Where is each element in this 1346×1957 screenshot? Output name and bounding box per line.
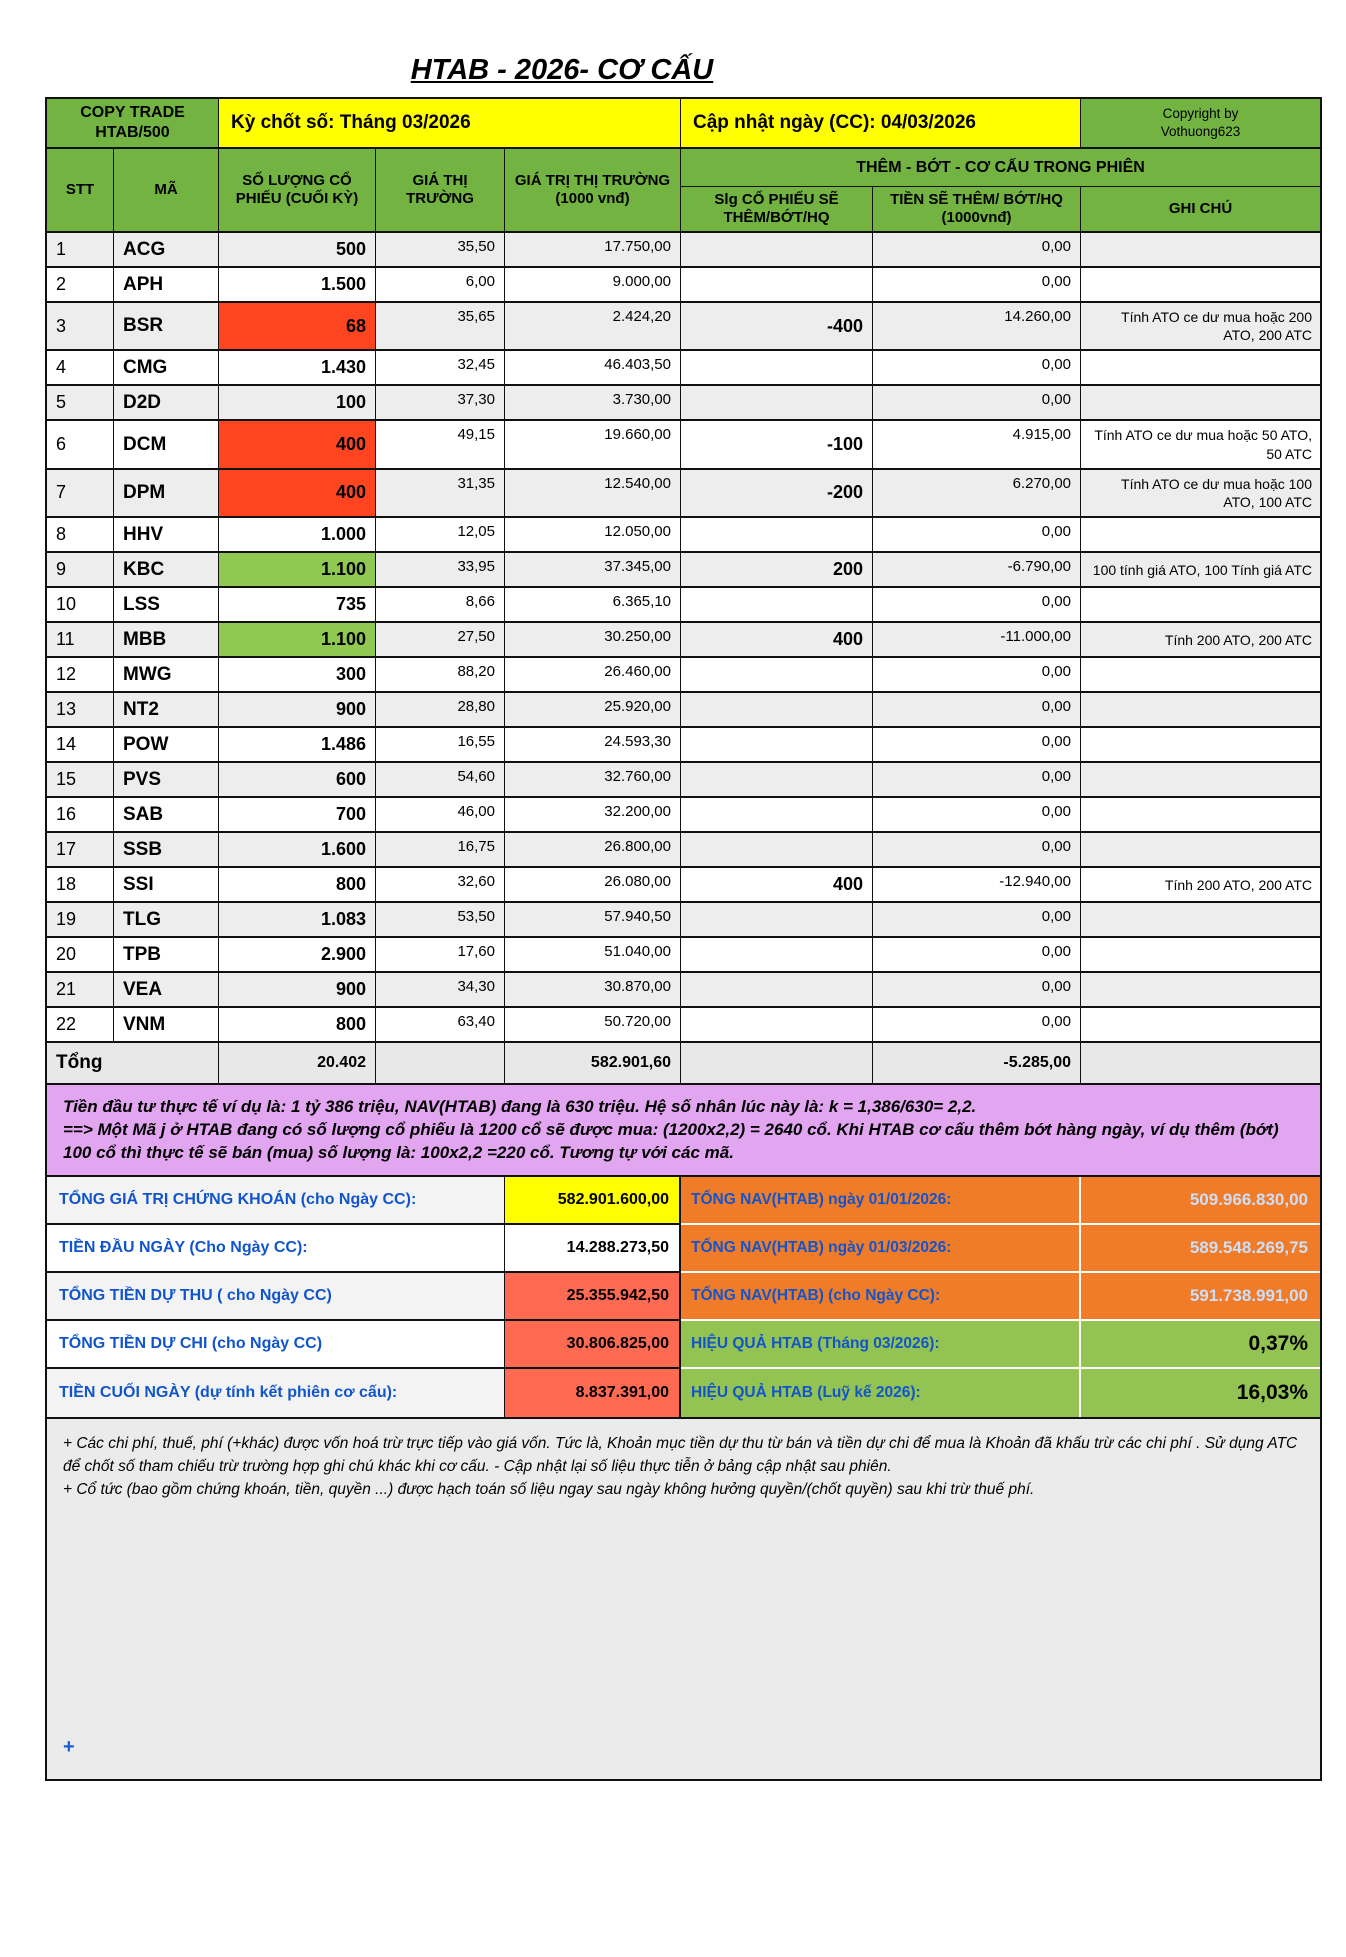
cell-ma: HHV	[114, 518, 219, 551]
cell-stt: 19	[47, 903, 114, 936]
cell-price: 54,60	[376, 763, 505, 796]
cell-slg	[681, 268, 873, 301]
multiplier-note-box	[47, 1085, 1320, 1177]
cell-slg	[681, 938, 873, 971]
cell-stt: 21	[47, 973, 114, 1006]
cell-slg: 400	[681, 868, 873, 901]
stock-row-APH	[47, 268, 1320, 303]
cell-qty: 1.500	[219, 268, 376, 301]
expand-plus-button[interactable]: +	[63, 1735, 75, 1758]
total-price	[376, 1043, 505, 1083]
stock-row-SSI	[47, 868, 1320, 903]
cell-price: 31,35	[376, 470, 505, 516]
portfolio-sheet	[45, 97, 1322, 1781]
cell-ma: NT2	[114, 693, 219, 726]
cell-slg: -200	[681, 470, 873, 516]
cell-tien: 0,00	[873, 233, 1081, 266]
cell-price: 88,20	[376, 658, 505, 691]
stock-row-VNM	[47, 1008, 1320, 1043]
cell-value: 30.870,00	[505, 973, 681, 1006]
cell-ma: SSI	[114, 868, 219, 901]
cell-slg	[681, 833, 873, 866]
update-date-cell: Cập nhật ngày (CC): 04/03/2026	[681, 99, 1081, 147]
cell-qty: 1.100	[219, 553, 376, 586]
cell-note	[1081, 903, 1320, 936]
cell-slg	[681, 658, 873, 691]
summary-right-value: 0,37%	[1081, 1319, 1320, 1367]
cell-note	[1081, 1008, 1320, 1041]
cell-note	[1081, 798, 1320, 831]
cell-slg	[681, 1008, 873, 1041]
stock-row-KBC	[47, 553, 1320, 588]
stock-row-PVS	[47, 763, 1320, 798]
cell-ma: DCM	[114, 421, 219, 467]
footer-note-2: + Cổ tức (bao gồm chứng khoán, tiền, quyền ...) được hạch toán số liệu ngay sau ngày không hưởng quyền/(chốt quyền) sau khi trừ thuế phí.	[63, 1481, 1035, 1499]
cell-value: 9.000,00	[505, 268, 681, 301]
summary-label: TIỀN ĐẦU NGÀY (Cho Ngày CC):	[47, 1225, 505, 1271]
stock-row-SSB	[47, 833, 1320, 868]
cell-ma: TPB	[114, 938, 219, 971]
cell-stt: 15	[47, 763, 114, 796]
stock-row-D2D	[47, 386, 1320, 421]
copyright-cell	[1081, 99, 1320, 147]
cell-slg: -100	[681, 421, 873, 467]
cell-value: 24.593,30	[505, 728, 681, 761]
cell-stt: 6	[47, 421, 114, 467]
cell-slg: 400	[681, 623, 873, 656]
summary-row-1	[47, 1177, 1320, 1225]
cell-qty: 400	[219, 421, 376, 467]
cell-note	[1081, 351, 1320, 384]
total-label: Tổng	[47, 1043, 219, 1083]
cell-price: 27,50	[376, 623, 505, 656]
cell-slg	[681, 973, 873, 1006]
cell-price: 28,80	[376, 693, 505, 726]
cell-tien: 6.270,00	[873, 470, 1081, 516]
cell-tien: 0,00	[873, 588, 1081, 621]
cell-tien: -6.790,00	[873, 553, 1081, 586]
column-header-row	[47, 149, 1320, 233]
cell-price: 6,00	[376, 268, 505, 301]
col-header-tien: TIỀN SẼ THÊM/ BỚT/HQ (1000vnđ)	[873, 187, 1081, 231]
summary-right-value: 16,03%	[1081, 1367, 1320, 1417]
cell-qty: 1.486	[219, 728, 376, 761]
stock-row-MWG	[47, 658, 1320, 693]
cell-price: 35,50	[376, 233, 505, 266]
cell-value: 3.730,00	[505, 386, 681, 419]
cell-stt: 20	[47, 938, 114, 971]
cell-stt: 1	[47, 233, 114, 266]
footer-note-1: + Các chi phí, thuế, phí (+khác) được vốn hoá trừ trực tiếp vào giá vốn. Tức là, Khoản mục tiền dự thu từ bán và tiền dự chi để mua là Khoản đã khấu trừ các chi phí . Sử dụng ATC để chốt số tham chiếu trừ trường hợp ghi chú khác khi cơ cấu. - Cập nhật lại số liệu thực tiễn ở bảng cập nhật sau phiên.	[63, 1434, 1298, 1476]
cell-value: 6.365,10	[505, 588, 681, 621]
summary-value: 14.288.273,50	[505, 1225, 681, 1271]
cell-tien: -12.940,00	[873, 868, 1081, 901]
cell-tien: 0,00	[873, 658, 1081, 691]
cell-qty: 1.600	[219, 833, 376, 866]
cell-slg	[681, 763, 873, 796]
summary-value: 30.806.825,00	[505, 1321, 681, 1367]
cell-note	[1081, 233, 1320, 266]
total-qty: 20.402	[219, 1043, 376, 1083]
summary-row-3	[47, 1273, 1320, 1321]
copy-trade-line2: HTAB/500	[95, 124, 170, 141]
cell-tien: 0,00	[873, 728, 1081, 761]
cell-stt: 4	[47, 351, 114, 384]
cell-qty: 500	[219, 233, 376, 266]
cell-qty: 900	[219, 973, 376, 1006]
col-header-note: GHI CHÚ	[1168, 200, 1233, 217]
cell-qty: 735	[219, 588, 376, 621]
cell-value: 37.345,00	[505, 553, 681, 586]
cell-price: 32,45	[376, 351, 505, 384]
cell-price: 8,66	[376, 588, 505, 621]
cell-value: 51.040,00	[505, 938, 681, 971]
summary-row-4	[47, 1321, 1320, 1369]
cell-price: 35,65	[376, 303, 505, 349]
summary-row-2	[47, 1225, 1320, 1273]
cell-tien: 4.915,00	[873, 421, 1081, 467]
cell-note: Tính 200 ATO, 200 ATC	[1164, 631, 1312, 648]
cell-qty: 1.100	[219, 623, 376, 656]
copyright-line1: Copyright by	[1162, 106, 1239, 122]
stock-row-HHV	[47, 518, 1320, 553]
col-header-group: THÊM - BỚT - CƠ CẤU TRONG PHIÊN	[681, 149, 1320, 187]
stock-row-VEA	[47, 973, 1320, 1008]
cell-slg	[681, 693, 873, 726]
cell-value: 26.460,00	[505, 658, 681, 691]
cell-price: 17,60	[376, 938, 505, 971]
cell-ma: VNM	[114, 1008, 219, 1041]
cell-slg	[681, 233, 873, 266]
cell-stt: 16	[47, 798, 114, 831]
cell-stt: 9	[47, 553, 114, 586]
cell-qty: 400	[219, 470, 376, 516]
cell-slg: -400	[681, 303, 873, 349]
cell-stt: 3	[47, 303, 114, 349]
cell-ma: MBB	[114, 623, 219, 656]
cell-note	[1081, 763, 1320, 796]
cell-tien: 0,00	[873, 763, 1081, 796]
cell-slg	[681, 518, 873, 551]
cell-price: 16,75	[376, 833, 505, 866]
stock-row-ACG	[47, 233, 1320, 268]
cell-note	[1081, 658, 1320, 691]
cell-value: 17.750,00	[505, 233, 681, 266]
cell-value: 57.940,50	[505, 903, 681, 936]
copyright-line2: Vothuong623	[1160, 124, 1241, 139]
page-title: HTAB - 2026- CƠ CẤU	[410, 54, 714, 86]
summary-label: TIỀN CUỐI NGÀY (dự tính kết phiên cơ cấu):	[47, 1369, 505, 1417]
info-band	[47, 99, 1320, 149]
cell-tien: 0,00	[873, 833, 1081, 866]
stock-row-BSR	[47, 303, 1320, 351]
cell-price: 53,50	[376, 903, 505, 936]
cell-qty: 2.900	[219, 938, 376, 971]
summary-right-label: TỔNG NAV(HTAB) ngày 01/03/2026:	[681, 1223, 1081, 1271]
cell-stt: 2	[47, 268, 114, 301]
cell-note	[1081, 518, 1320, 551]
stock-row-MBB	[47, 623, 1320, 658]
cell-note	[1081, 693, 1320, 726]
cell-qty: 900	[219, 693, 376, 726]
cell-value: 32.200,00	[505, 798, 681, 831]
cell-ma: DPM	[114, 470, 219, 516]
total-note	[1081, 1043, 1320, 1083]
cell-tien: 0,00	[873, 386, 1081, 419]
cell-tien: 0,00	[873, 798, 1081, 831]
note-paragraph-1: Tiền đầu tư thực tế ví dụ là: 1 tỷ 386 triệu, NAV(HTAB) đang là 630 triệu. Hệ số nhân lúc này là: k = 1,386/630= 2,2.	[63, 1097, 977, 1117]
cell-ma: ACG	[114, 233, 219, 266]
cell-ma: BSR	[114, 303, 219, 349]
total-value: 582.901,60	[505, 1043, 681, 1083]
cell-price: 32,60	[376, 868, 505, 901]
cell-value: 26.080,00	[505, 868, 681, 901]
cell-price: 37,30	[376, 386, 505, 419]
summary-right-label: TỔNG NAV(HTAB) ngày 01/01/2026:	[681, 1177, 1081, 1223]
cell-price: 16,55	[376, 728, 505, 761]
stock-row-NT2	[47, 693, 1320, 728]
cell-price: 46,00	[376, 798, 505, 831]
summary-row-5	[47, 1369, 1320, 1417]
cell-note	[1081, 728, 1320, 761]
stock-row-TLG	[47, 903, 1320, 938]
summary-value: 582.901.600,00	[505, 1177, 681, 1223]
stock-row-DPM	[47, 470, 1320, 518]
cell-ma: APH	[114, 268, 219, 301]
cell-value: 12.540,00	[505, 470, 681, 516]
cell-tien: 0,00	[873, 1008, 1081, 1041]
cell-qty: 68	[219, 303, 376, 349]
copy-trade-line1: COPY TRADE	[80, 104, 185, 121]
stock-row-CMG	[47, 351, 1320, 386]
note-paragraph-2: ==> Một Mã j ở HTAB đang có số lượng cổ phiếu là 1200 cổ sẽ được mua: (1200x2,2) = 2640 cổ. Khi HTAB cơ cấu thêm bớt hàng ngày, ví dụ thêm (bớt) 100 cổ thì thực tế sẽ bán (mua) số lượng là: 100x2,2 =220 cổ. Tương tự với các mã.	[63, 1120, 1279, 1162]
cell-ma: SSB	[114, 833, 219, 866]
cell-tien: 0,00	[873, 903, 1081, 936]
cell-value: 26.800,00	[505, 833, 681, 866]
stock-row-LSS	[47, 588, 1320, 623]
cell-qty: 100	[219, 386, 376, 419]
cell-qty: 600	[219, 763, 376, 796]
cell-tien: 0,00	[873, 938, 1081, 971]
summary-value: 25.355.942,50	[505, 1273, 681, 1319]
cell-stt: 18	[47, 868, 114, 901]
cell-tien: 0,00	[873, 973, 1081, 1006]
summary-label: TỔNG GIÁ TRỊ CHỨNG KHOÁN (cho Ngày CC):	[47, 1177, 505, 1223]
cell-price: 49,15	[376, 421, 505, 467]
cell-ma: VEA	[114, 973, 219, 1006]
cell-stt: 12	[47, 658, 114, 691]
cell-slg	[681, 798, 873, 831]
cell-note	[1081, 938, 1320, 971]
col-header-qty: SỐ LƯỢNG CỔ PHIẾU (CUỐI KỲ)	[219, 149, 376, 231]
cell-qty: 800	[219, 868, 376, 901]
cell-tien: 0,00	[873, 351, 1081, 384]
cell-slg	[681, 903, 873, 936]
col-header-slg: Slg CỔ PHIẾU SẼ THÊM/BỚT/HQ	[681, 187, 873, 231]
cell-ma: TLG	[114, 903, 219, 936]
col-header-ma: MÃ	[114, 149, 219, 231]
cell-qty: 1.000	[219, 518, 376, 551]
stock-row-TPB	[47, 938, 1320, 973]
footer-notes	[47, 1419, 1320, 1779]
cell-tien: 0,00	[873, 268, 1081, 301]
summary-right-value: 589.548.269,75	[1081, 1223, 1320, 1271]
cell-note: Tính ATO ce dư mua hoặc 100 ATO, 100 ATC	[1121, 475, 1312, 510]
total-tien: -5.285,00	[873, 1043, 1081, 1083]
cell-tien: 0,00	[873, 693, 1081, 726]
cell-qty: 300	[219, 658, 376, 691]
cell-slg	[681, 386, 873, 419]
cell-stt: 10	[47, 588, 114, 621]
cell-price: 63,40	[376, 1008, 505, 1041]
cell-ma: KBC	[114, 553, 219, 586]
copy-trade-cell	[47, 99, 219, 147]
cell-note	[1081, 268, 1320, 301]
col-header-price: GIÁ THỊ TRƯỜNG	[376, 149, 505, 231]
cell-tien: 0,00	[873, 518, 1081, 551]
cell-qty: 1.083	[219, 903, 376, 936]
cell-value: 19.660,00	[505, 421, 681, 467]
total-row	[47, 1043, 1320, 1085]
cell-stt: 7	[47, 470, 114, 516]
cell-stt: 14	[47, 728, 114, 761]
cell-value: 30.250,00	[505, 623, 681, 656]
cell-slg: 200	[681, 553, 873, 586]
cell-value: 32.760,00	[505, 763, 681, 796]
cell-price: 34,30	[376, 973, 505, 1006]
cell-note	[1081, 386, 1320, 419]
cell-qty: 700	[219, 798, 376, 831]
stock-row-SAB	[47, 798, 1320, 833]
cell-ma: POW	[114, 728, 219, 761]
cell-stt: 13	[47, 693, 114, 726]
cell-stt: 17	[47, 833, 114, 866]
cell-stt: 11	[47, 623, 114, 656]
cell-slg	[681, 351, 873, 384]
cell-slg	[681, 728, 873, 761]
summary-right-label: HIỆU QUẢ HTAB (Tháng 03/2026):	[681, 1319, 1081, 1367]
stock-row-POW	[47, 728, 1320, 763]
summary-table	[47, 1177, 1320, 1419]
cell-note: 100 tính giá ATO, 100 Tính giá ATC	[1092, 561, 1312, 578]
cell-note: Tính ATO ce dư mua hoặc 200 ATO, 200 ATC	[1121, 309, 1312, 344]
cell-value: 2.424,20	[505, 303, 681, 349]
cell-price: 33,95	[376, 553, 505, 586]
total-slg	[681, 1043, 873, 1083]
summary-right-label: HIỆU QUẢ HTAB (Luỹ kế 2026):	[681, 1367, 1081, 1417]
cell-slg	[681, 588, 873, 621]
cell-tien: -11.000,00	[873, 623, 1081, 656]
col-header-stt: STT	[47, 149, 114, 231]
summary-value: 8.837.391,00	[505, 1369, 681, 1417]
cell-note	[1081, 973, 1320, 1006]
cell-note	[1081, 588, 1320, 621]
stock-rows	[47, 233, 1320, 1043]
cell-ma: CMG	[114, 351, 219, 384]
cell-qty: 800	[219, 1008, 376, 1041]
cell-price: 12,05	[376, 518, 505, 551]
summary-label: TỔNG TIỀN DỰ THU ( cho Ngày CC)	[47, 1273, 505, 1319]
cell-ma: PVS	[114, 763, 219, 796]
cell-stt: 5	[47, 386, 114, 419]
cell-value: 46.403,50	[505, 351, 681, 384]
cell-ma: MWG	[114, 658, 219, 691]
summary-right-value: 509.966.830,00	[1081, 1177, 1320, 1223]
cell-ma: D2D	[114, 386, 219, 419]
cell-note: Tính ATO ce dư mua hoặc 50 ATO, 50 ATC	[1094, 427, 1312, 462]
period-cell: Kỳ chốt số: Tháng 03/2026	[219, 99, 681, 147]
cell-value: 12.050,00	[505, 518, 681, 551]
cell-note	[1081, 833, 1320, 866]
summary-right-label: TỔNG NAV(HTAB) (cho Ngày CC):	[681, 1271, 1081, 1319]
summary-label: TỔNG TIỀN DỰ CHI (cho Ngày CC)	[47, 1321, 505, 1367]
cell-value: 50.720,00	[505, 1008, 681, 1041]
stock-row-DCM	[47, 421, 1320, 469]
summary-right-value: 591.738.991,00	[1081, 1271, 1320, 1319]
cell-ma: LSS	[114, 588, 219, 621]
cell-tien: 14.260,00	[873, 303, 1081, 349]
cell-qty: 1.430	[219, 351, 376, 384]
cell-ma: SAB	[114, 798, 219, 831]
cell-stt: 8	[47, 518, 114, 551]
col-header-value: GIÁ TRỊ THỊ TRƯỜNG (1000 vnđ)	[505, 149, 681, 231]
cell-stt: 22	[47, 1008, 114, 1041]
cell-value: 25.920,00	[505, 693, 681, 726]
cell-note: Tính 200 ATO, 200 ATC	[1164, 876, 1312, 893]
